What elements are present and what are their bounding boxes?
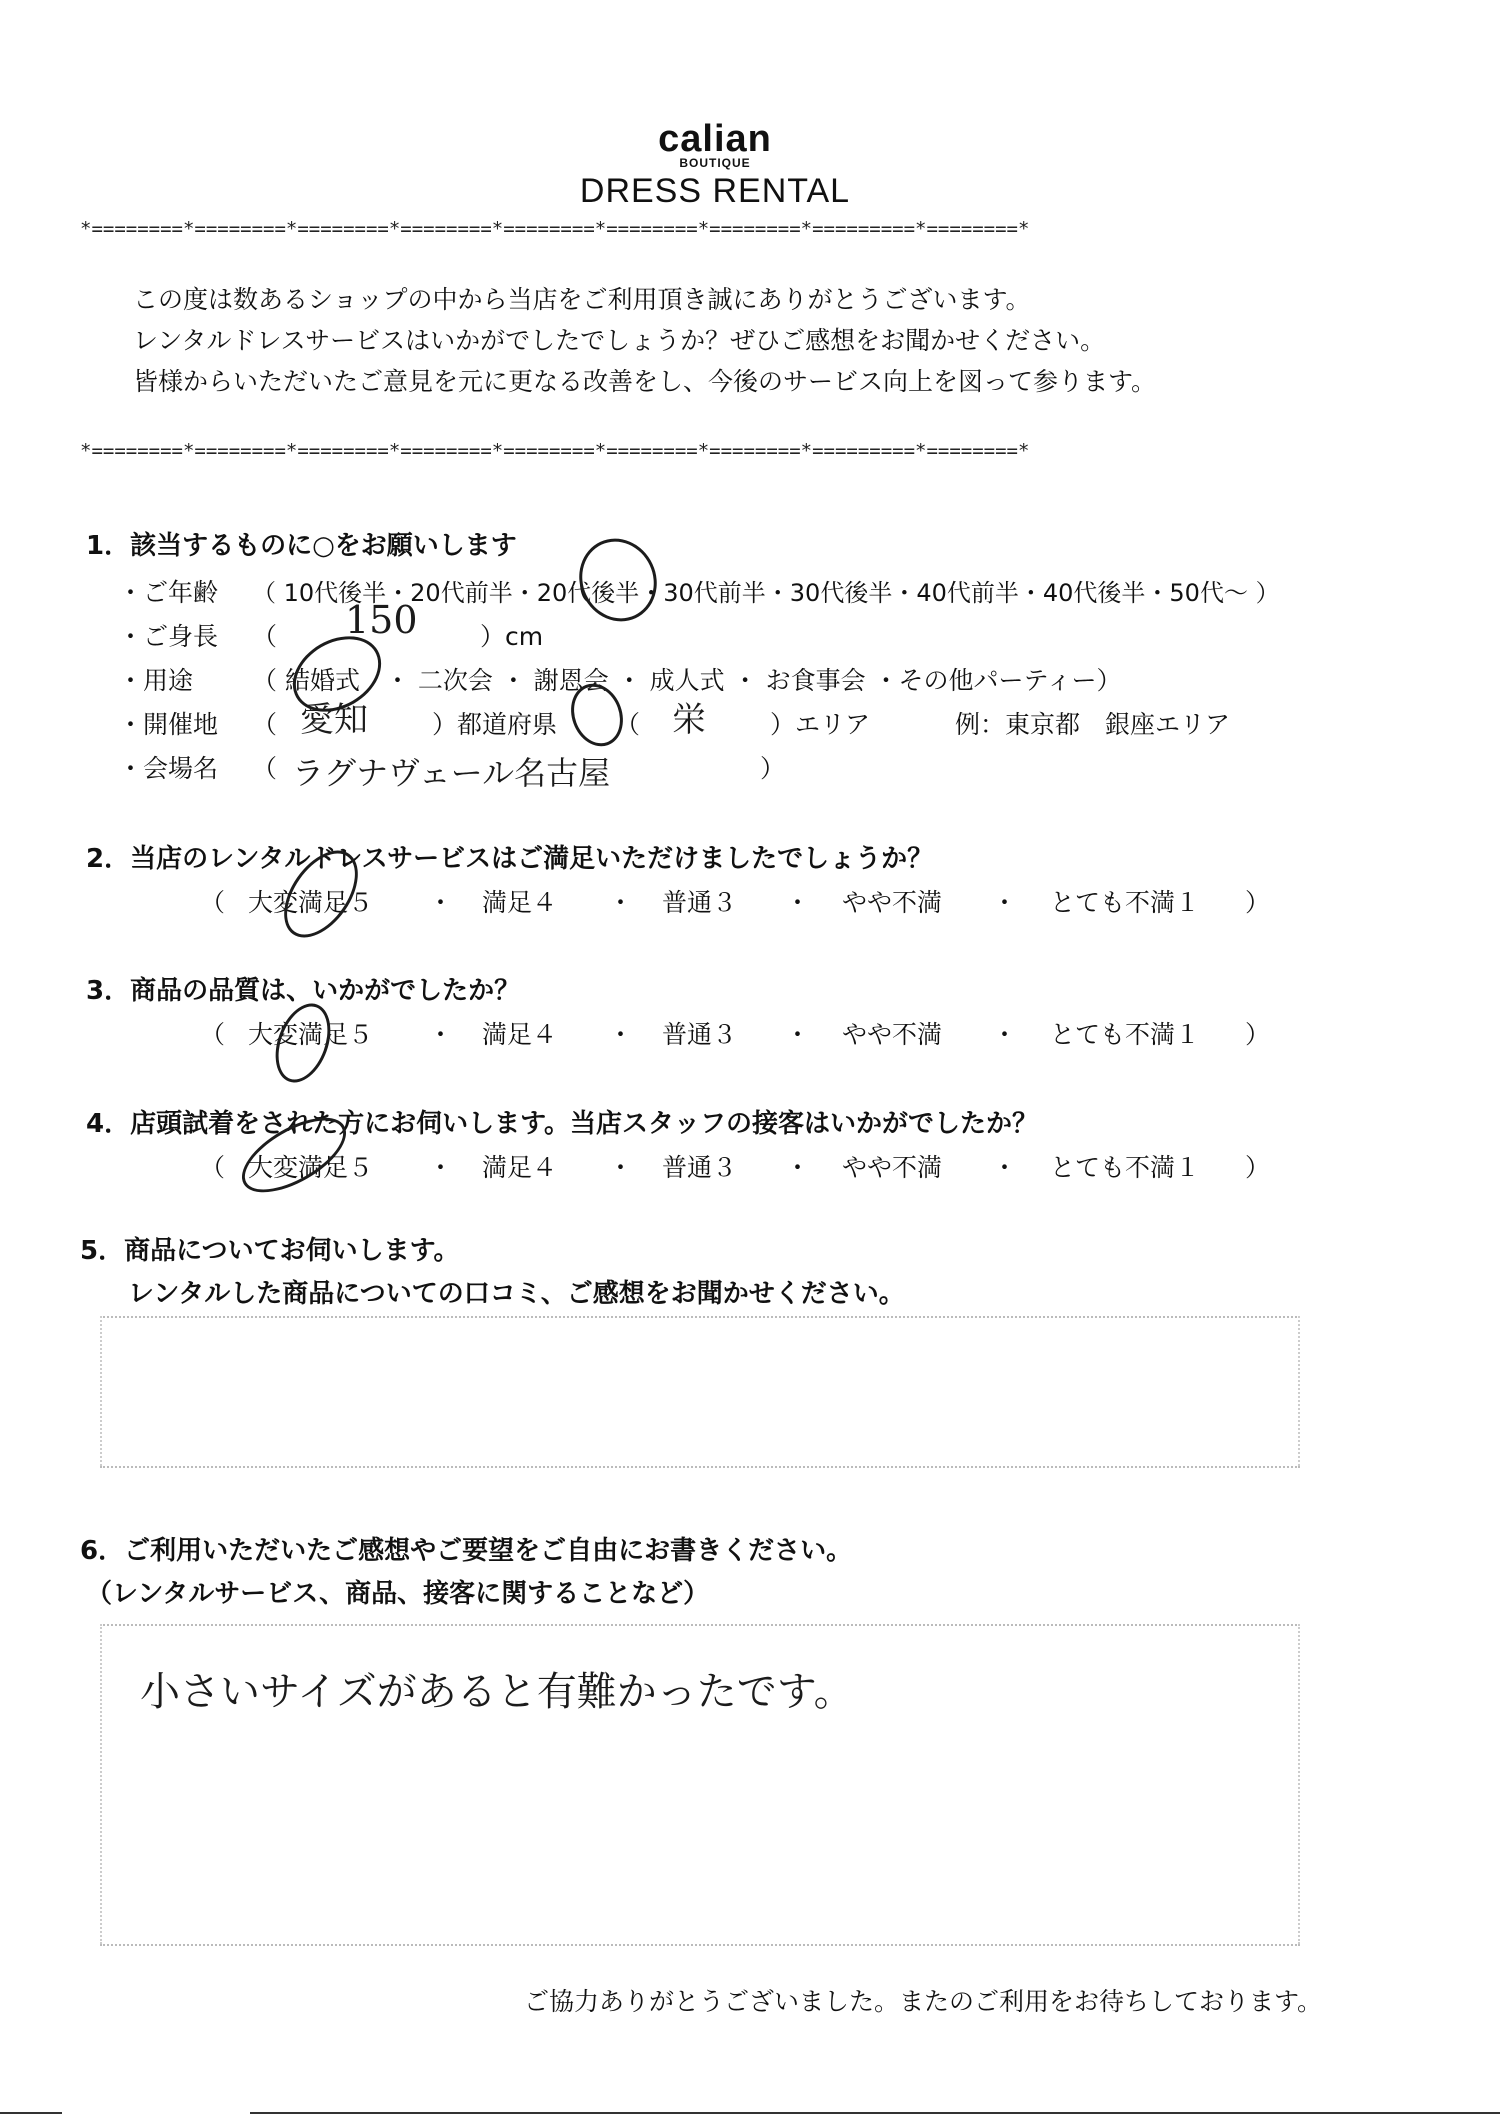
q6-title: 6．ご利用いただいたご感想やご要望をご自由にお書きください。 xyxy=(80,1536,853,1566)
scale-dot: ・ xyxy=(428,888,454,917)
purpose-label: ・用途 xyxy=(118,666,194,695)
q6-box-right xyxy=(1298,1624,1300,1944)
scale-normal: 普通３ xyxy=(662,1153,738,1182)
scale-open: （ xyxy=(200,1153,226,1182)
venue-area-open: （ xyxy=(615,710,641,739)
scale-open: （ xyxy=(200,888,226,917)
scale-dissatisfied: やや不満 xyxy=(842,1020,943,1049)
scale-satisfied: 満足４ xyxy=(482,1153,558,1182)
q6-subtitle: （レンタルサービス、商品、接客に関することなど） xyxy=(86,1579,710,1609)
q1-title: 1．該当するものに○をお願いします xyxy=(86,531,517,561)
age-label: ・ご年齢 xyxy=(118,578,219,607)
scale-normal: 普通３ xyxy=(662,888,738,917)
q5-box-top xyxy=(100,1316,1300,1318)
q5-box-bottom xyxy=(100,1466,1300,1468)
q6-box-left xyxy=(100,1624,102,1944)
intro-line-1: この度は数あるショップの中から当店をご利用頂き誠にありがとうございます。 xyxy=(133,285,1031,314)
scale-dot: ・ xyxy=(428,1020,454,1049)
height-value: 150 xyxy=(345,598,418,642)
venue-area-suffix: ）エリア xyxy=(770,710,871,739)
q6-answer: 小さいサイズがあると有難かったです。 xyxy=(140,1669,854,1715)
age-options: （ 10代後半・20代前半・20代後半・30代前半・30代後半・40代前半・40代後半・50代～ ） xyxy=(252,579,1280,607)
scale-dot: ・ xyxy=(992,1153,1018,1182)
venue-pref-suffix: ）都道府県 xyxy=(432,710,558,739)
intro-line-2: レンタルドレスサービスはいかがでしたでしょうか？ぜひご感想をお聞かせください。 xyxy=(133,326,1106,355)
q6-box-top xyxy=(100,1624,1300,1626)
scale-close: ） xyxy=(1245,1020,1271,1049)
scale-open: （ xyxy=(200,1020,226,1049)
scale-very-satisfied: 大変満足５ xyxy=(248,1020,374,1049)
bottom-rule-left xyxy=(0,2112,62,2114)
q4-scale xyxy=(200,1148,1280,1184)
purpose-options: （ 結婚式 ・ 二次会 ・ 謝恩会 ・ 成人式 ・ お食事会 ・その他パーティー） xyxy=(252,666,1122,695)
height-label: ・ご身長 xyxy=(118,622,219,651)
q2-title: 2．当店のレンタルドレスサービスはご満足いただけましたでしょうか？ xyxy=(86,844,934,874)
venue-name-label: ・会場名 xyxy=(118,754,219,783)
intro-line-3: 皆様からいただいたご意見を元に更なる改善をし、今後のサービス向上を図って参ります。 xyxy=(133,367,1157,396)
scale-dot: ・ xyxy=(428,1153,454,1182)
venue-name-open: （ xyxy=(252,754,278,783)
footer-thanks: ご協力ありがとうございました。またのご利用をお待ちしております。 xyxy=(524,1987,1323,2016)
venue-name-close: ） xyxy=(760,754,786,783)
brand-name: calian xyxy=(658,118,772,160)
venue-name-value: ラグナヴェール名古屋 xyxy=(292,754,611,792)
scale-satisfied: 満足４ xyxy=(482,888,558,917)
q5-box-right xyxy=(1298,1316,1300,1466)
q3-scale xyxy=(200,1015,1280,1051)
q2-scale xyxy=(200,883,1280,919)
scale-very-satisfied: 大変満足５ xyxy=(248,1153,374,1182)
q5-subtitle: レンタルした商品についての口コミ、ご感想をお聞かせください。 xyxy=(128,1279,905,1309)
venue-example: 例：東京都 銀座エリア xyxy=(955,710,1231,739)
brand-sub: BOUTIQUE xyxy=(679,156,751,170)
divider-top: *========*========*========*========*========*========*========*=========*========* xyxy=(80,218,1030,240)
scale-dot: ・ xyxy=(608,1020,634,1049)
scale-dot: ・ xyxy=(992,1020,1018,1049)
scale-very-dissatisfied: とても不満１ xyxy=(1050,1153,1201,1182)
scale-dot: ・ xyxy=(608,1153,634,1182)
scale-dot: ・ xyxy=(785,888,811,917)
scale-very-dissatisfied: とても不満１ xyxy=(1050,1020,1201,1049)
scale-very-dissatisfied: とても不満１ xyxy=(1050,888,1201,917)
q5-box-left xyxy=(100,1316,102,1466)
scale-dissatisfied: やや不満 xyxy=(842,888,943,917)
age-selection-circle xyxy=(566,526,670,634)
scale-dot: ・ xyxy=(608,888,634,917)
q4-title: 4．店頭試着をされた方にお伺いします。当店スタッフの接客はいかがでしたか？ xyxy=(86,1109,1039,1139)
venue-area-label: ・開催地 xyxy=(118,710,219,739)
scale-dissatisfied: やや不満 xyxy=(842,1153,943,1182)
venue-pref-open: （ xyxy=(252,710,278,739)
height-close: ）cm xyxy=(480,622,544,651)
q6-box-bottom xyxy=(100,1944,1300,1946)
service-title: DRESS RENTAL xyxy=(579,172,851,210)
scale-normal: 普通３ xyxy=(662,1020,738,1049)
q3-title: 3．商品の品質は、いかがでしたか？ xyxy=(86,976,521,1006)
scale-dot: ・ xyxy=(785,1020,811,1049)
q5-title: 5．商品についてお伺いします。 xyxy=(80,1236,460,1266)
scale-dot: ・ xyxy=(992,888,1018,917)
scale-close: ） xyxy=(1245,888,1271,917)
venue-pref-value: 愛知 xyxy=(300,700,368,740)
scale-very-satisfied: 大変満足５ xyxy=(248,888,374,917)
divider-bottom: *========*========*========*========*========*========*========*=========*========* xyxy=(80,440,1030,462)
venue-area-value: 栄 xyxy=(672,700,706,740)
bottom-rule-right xyxy=(250,2112,1500,2114)
scale-close: ） xyxy=(1245,1153,1271,1182)
scale-dot: ・ xyxy=(785,1153,811,1182)
scale-satisfied: 満足４ xyxy=(482,1020,558,1049)
height-open: （ xyxy=(252,622,278,651)
